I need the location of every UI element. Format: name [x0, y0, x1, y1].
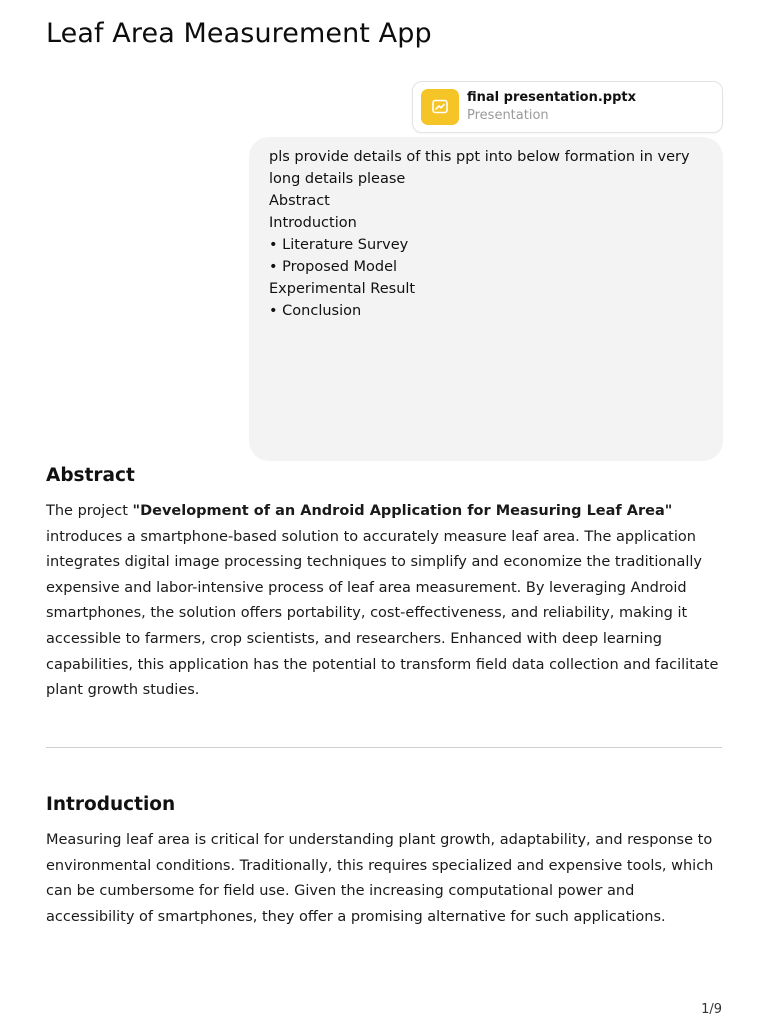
presentation-chart-icon: [421, 89, 459, 125]
user-message-line: • Literature Survey: [269, 237, 409, 253]
user-message-line: Abstract: [269, 193, 330, 209]
page-title: Leaf Area Measurement App: [46, 18, 432, 49]
attachment-card[interactable]: [412, 81, 723, 133]
abstract-section: [46, 465, 722, 704]
abstract-text-intro: The project: [46, 503, 133, 519]
introduction-heading: Introduction: [46, 794, 176, 815]
user-message-line: Experimental Result: [269, 281, 416, 297]
introduction-paragraph: Measuring leaf area is critical for understanding plant growth, adaptability, and response to environmental conditions. Traditionally, this requires specialized and expensive tools, which can be cumbersome for field use. Given the increasing computational power and accessibility of smartphones, they offer a promising alternative for such applications.: [46, 832, 714, 925]
page-number: 1/9: [701, 1002, 722, 1017]
abstract-project-title: "Development of an Android Application for Measuring Leaf Area": [132, 503, 673, 519]
user-message-line: pls provide details of this ppt into below formation in very long details please: [269, 149, 695, 187]
abstract-text-body: introduces a smartphone-based solution to accurately measure leaf area. The application integrates digital image processing techniques to simplify and economize the traditionally expensive and labor-intensive process of leaf area measurement. By leveraging Android smartphones, the solution offers portability, cost-effectiveness, and reliability, making it accessible to farmers, crop scientists, and researchers. Enhanced with deep learning capabilities, this application has the potential to transform field data collection and facilitate plant growth studies.: [46, 528, 719, 699]
section-divider: [46, 747, 722, 748]
abstract-paragraph: [46, 499, 722, 704]
user-message-bubble: [249, 137, 723, 461]
introduction-section: [46, 794, 722, 930]
user-message-line: • Proposed Model: [269, 259, 398, 275]
attachment-file-name: final presentation.pptx: [467, 90, 636, 105]
abstract-heading: Abstract: [46, 465, 135, 486]
user-message-line: • Conclusion: [269, 303, 362, 319]
attachment-file-type: Presentation: [467, 108, 549, 123]
user-message-line: Introduction: [269, 215, 357, 231]
